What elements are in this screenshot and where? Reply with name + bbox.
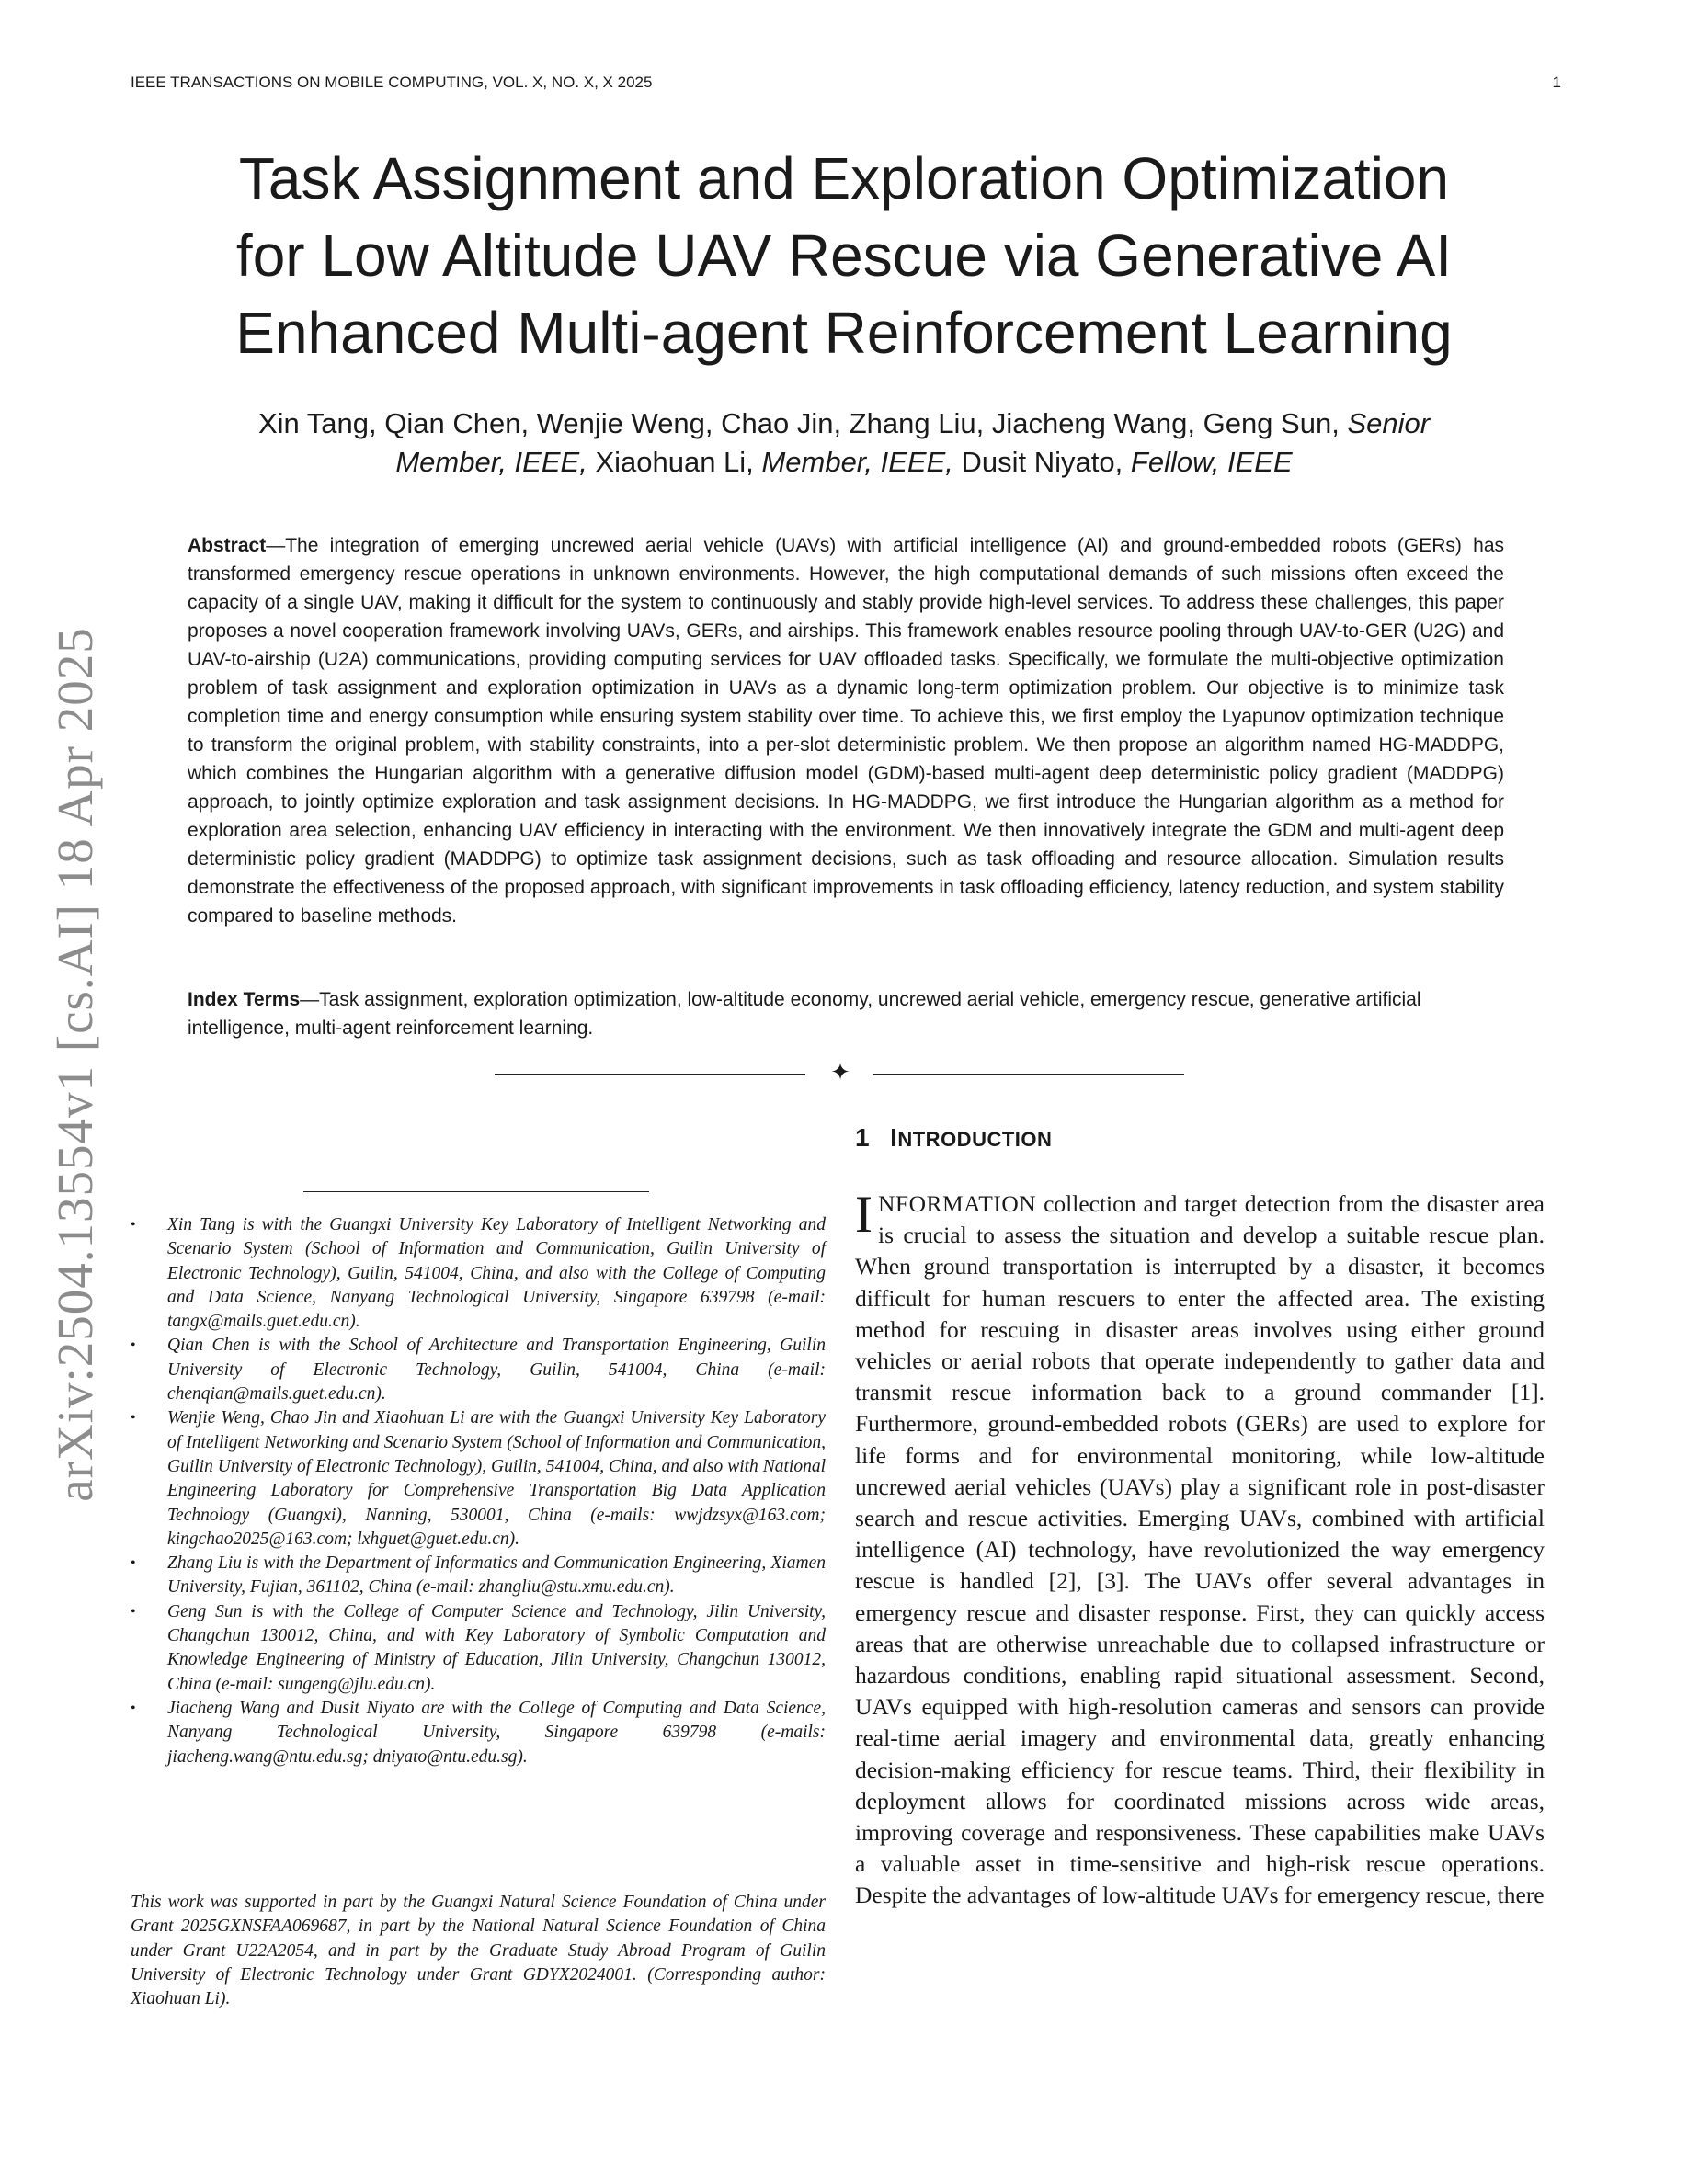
affiliation-text: Geng Sun is with the College of Computer Science and Technology, Jilin University, Changchun 130012, China, and with Key Laboratory of Symbolic Computation and Knowledge Engineering of Ministry of Education, Jilin University, Changchun 130012, China (e-mail: sungeng@jlu.edu.cn). bbox=[167, 1601, 826, 1694]
author-names: Xin Tang, Qian Chen, Wenjie Weng, Chao Jin, Zhang Liu, Jiacheng Wang, Geng Sun, bbox=[257, 407, 1340, 439]
small-caps-lead: NFORMATION bbox=[877, 1190, 1037, 1217]
section-title-initial: I bbox=[890, 1123, 898, 1152]
abstract bbox=[188, 531, 1504, 930]
index-terms-text: —Task assignment, exploration optimization, low-altitude economy, uncrewed aerial vehicle, emergency rescue, generative artificial intelligence, multi-agent reinforcement learning. bbox=[188, 989, 1421, 1039]
paper-title bbox=[110, 140, 1578, 371]
affiliation-text: Zhang Liu is with the Department of Informatics and Communication Engineering, Xiamen University, Fujian, 361102, China (e-mail: zhangliu@stu.xmu.edu.cn). bbox=[167, 1553, 826, 1598]
author-title: Senior bbox=[1347, 407, 1431, 439]
author-title: Fellow, IEEE bbox=[1130, 446, 1293, 478]
introduction-heading bbox=[855, 1123, 1052, 1153]
affiliation-item bbox=[131, 1697, 826, 1769]
affiliation-item bbox=[131, 1406, 826, 1552]
affiliation-text: Qian Chen is with the School of Architecture and Transportation Engineering, Guilin University of Electronic Technology, Guilin, 541004, China (e-mail: chenqian@mails.guet.edu.cn). bbox=[167, 1336, 826, 1405]
author-names: Xiaohuan Li, bbox=[595, 446, 754, 478]
affiliation-item bbox=[131, 1334, 826, 1406]
title-line: Task Assignment and Exploration Optimization bbox=[238, 145, 1450, 211]
bullet: • bbox=[131, 1217, 136, 1233]
section-number: 1 bbox=[855, 1123, 871, 1152]
affiliation-text: Xin Tang is with the Guangxi University Key Laboratory of Intelligent Networking and Scenario System (School of Information and Communication, Guilin University of Electronic Technology), Guilin, 541004, China, and also with the College of Computing and Data Science, Nanyang Technological University, Singapore 639798 (e-mail: tangx@mails.guet.edu.cn). bbox=[167, 1215, 826, 1332]
affiliation-item bbox=[131, 1600, 826, 1697]
title-line: Enhanced Multi-agent Reinforcement Learning bbox=[235, 300, 1453, 366]
bullet: • bbox=[131, 1555, 136, 1572]
footnote-rule bbox=[303, 1191, 649, 1192]
arxiv-stamp: arXiv:2504.13554v1 [cs.AI] 18 Apr 2025 bbox=[47, 627, 103, 1502]
bullet: • bbox=[131, 1337, 136, 1354]
page-number: 1 bbox=[1552, 74, 1561, 91]
bullet: • bbox=[131, 1410, 136, 1427]
section-title-rest: NTRODUCTION bbox=[897, 1128, 1053, 1151]
journal-header: IEEE TRANSACTIONS ON MOBILE COMPUTING, VOL. X, NO. X, X 2025 bbox=[131, 74, 653, 91]
drop-cap: I bbox=[855, 1186, 873, 1244]
divider-line-left bbox=[495, 1074, 805, 1075]
funding-note: This work was supported in part by the Guangxi Natural Science Foundation of China under Grant 2025GXNSFAA069687, in part by the National Natural Science Foundation of China under Grant U22A2054, and in part by the Graduate Study Abroad Program of Guilin University of Electronic Technology under Grant GDYX2024001. (Corresponding author: Xiaohuan Li). bbox=[131, 1893, 826, 2009]
section-divider bbox=[495, 1061, 1184, 1088]
index-terms-label: Index Terms bbox=[188, 989, 301, 1010]
divider-line-right bbox=[873, 1074, 1184, 1075]
title-line: for Low Altitude UAV Rescue via Generative AI bbox=[235, 222, 1453, 289]
abstract-label: Abstract bbox=[188, 535, 267, 556]
divider-star-icon: ✦ bbox=[830, 1059, 850, 1086]
abstract-text: —The integration of emerging uncrewed aerial vehicle (UAVs) with artificial intelligence (AI) and ground-embedded robots (GERs) has transformed emergency rescue operations in unknown environments. However, the high computational demands of such missions often exceed the capacity of a single UAV, making it difficult for the system to continuously and stably provide high-level services. To address these challenges, this paper proposes a novel cooperation framework involving UAVs, GERs, and airships. This framework enables resource pooling through UAV-to-GER (U2G) and UAV-to-airship (U2A) communications, providing computing services for UAV offloaded tasks. Specifically, we formulate the multi-objective optimization problem of task assignment and exploration optimization in UAVs as a dynamic long-term optimization problem. Our objective is to minimize task completion time and energy consumption while ensuring system stability over time. To achieve this, we first employ the Lyapunov optimization technique to transform the original problem, with stability constraints, into a per-slot deterministic problem. We then propose an algorithm named HG-MADDPG, which combines the Hungarian algorithm with a generative diffusion model (GDM)-based multi-agent deep deterministic policy gradient (MADDPG) approach, to jointly optimize exploration and task assignment decisions. In HG-MADDPG, we first introduce the Hungarian algorithm as a method for exploration area selection, enhancing UAV efficiency in interacting with the environment. We then innovatively integrate the GDM and multi-agent deep deterministic policy gradient (MADDPG) to optimize task assignment decisions, such as task offloading and resource allocation. Simulation results demonstrate the effectiveness of the proposed approach, with significant improvements in task offloading efficiency, latency reduction, and system stability compared to baseline methods. bbox=[188, 535, 1504, 927]
affiliation-item bbox=[131, 1552, 826, 1600]
affiliation-item bbox=[131, 1213, 826, 1334]
author-title: Member, IEEE, bbox=[761, 446, 953, 478]
affiliation-text: Jiacheng Wang and Dusit Niyato are with the College of Computing and Data Science, Nanyang Technological University, Singapore 639798 (e-mails: jiacheng.wang@ntu.edu.sg; dniyato@ntu.edu.sg). bbox=[167, 1698, 826, 1767]
affiliation-footnotes bbox=[131, 1213, 826, 1769]
bullet: • bbox=[131, 1700, 136, 1716]
author-title: Member, IEEE, bbox=[395, 446, 587, 478]
introduction-body bbox=[855, 1186, 1545, 1912]
author-list bbox=[184, 404, 1504, 482]
bullet: • bbox=[131, 1603, 136, 1620]
introduction-text: collection and target detection from the disaster area is crucial to assess the situation and develop a suitable rescue plan. When ground transportation is interrupted by a disaster, it becomes difficult for human rescuers to enter the affected area. The existing method for rescuing in disaster areas involves using either ground vehicles or aerial robots that operate independently to gather data and transmit rescue information back to a ground commander [1]. Furthermore, ground-embedded robots (GERs) are used to explore for life forms and for environmental monitoring, while low-altitude uncrewed aerial vehicles (UAVs) play a significant role in post-disaster search and rescue activities. Emerging UAVs, combined with artificial intelligence (AI) technology, have revolutionized the way emergency rescue is handled [2], [3]. The UAVs offer several advantages in emergency rescue and disaster response. First, they can quickly access areas that are otherwise unreachable due to collapsed infrastructure or hazardous conditions, enabling rapid situational assessment. Second, UAVs equipped with high-resolution cameras and sensors can provide real-time aerial imagery and environmental data, greatly enhancing decision-making efficiency for rescue teams. Third, their flexibility in deployment allows for coordinated missions across wide areas, improving coverage and responsiveness. These capabilities make UAVs a valuable asset in time-sensitive and high-risk rescue operations. Despite the advantages of low-altitude UAVs for emergency rescue, there bbox=[855, 1190, 1545, 1909]
affiliation-text: Wenjie Weng, Chao Jin and Xiaohuan Li are with the Guangxi University Key Laboratory of Intelligent Networking and Scenario System (School of Information and Communication, Guilin University of Electronic Technology), Guilin, 541004, China, and also with National Engineering Laboratory for Comprehensive Transportation Big Data Application Technology (Guangxi), Nanning, 530001, China (e-mails: wwjdzsyx@163.com; kingchao2025@163.com; lxhguet@guet.edu.cn). bbox=[167, 1408, 826, 1549]
index-terms bbox=[188, 985, 1504, 1042]
author-names: Dusit Niyato, bbox=[961, 446, 1123, 478]
running-header bbox=[131, 74, 1561, 101]
